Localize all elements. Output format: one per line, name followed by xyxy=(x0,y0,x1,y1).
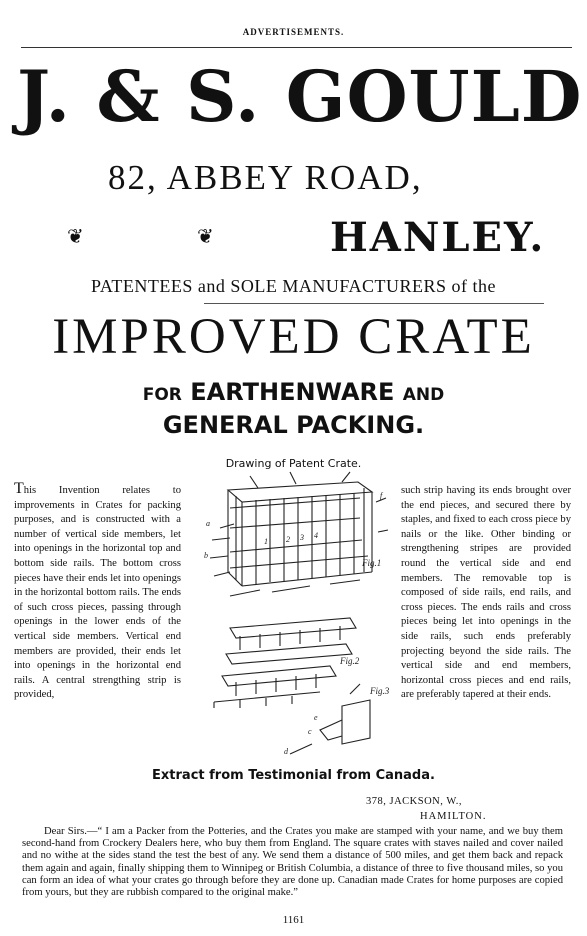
figure-letter: a xyxy=(206,519,210,528)
testimonial-address-city: HAMILTON. xyxy=(420,811,487,822)
leaf-ornament-icon: ❦ xyxy=(67,226,84,248)
figure-label-group xyxy=(204,491,390,756)
drop-cap: T xyxy=(14,480,24,497)
figure-numeral: 2 xyxy=(286,535,290,544)
page-number: 1161 xyxy=(282,914,305,926)
leaf-ornament-icon: ❦ xyxy=(197,226,214,248)
purpose-line xyxy=(0,378,587,406)
testimonial-address-street: 378, JACKSON, W., xyxy=(366,796,463,807)
firm-address: 82, ABBEY ROAD, xyxy=(108,158,423,197)
drawing-caption: Drawing of Patent Crate. xyxy=(225,457,362,470)
figure-letter: e xyxy=(314,713,318,722)
figure-1-label: Fig.1 xyxy=(362,558,382,568)
left-column-text: his Invention relates to improvements in Crates for packing purposes, and is constructed with a number of vertical side members, let into openings in the horizontal top and bottom side rails. The bottom cross pieces have their ends let into openings in the horizontal bottom rails. The ends of such cross pieces, passing through openings in the lower ends of the vertical side members. Vertical end members are provided, their ends let into openings in the horizontal end rails. A central strengthing strip is provided, xyxy=(14,485,181,701)
testimonial-letter: Dear Sirs.—“ I am a Packer from the Potteries, and the Crates you make are stamped with your name, and we buy them second-hand from Crockery Dealers here, who buy them from England. The square crates with staves nailed and cover nailed and no withe at the sides stand the test the best of any. We send them a distance of 500 miles, and get them back and repack them again and again, finally shipping them to Winnipeg or British Columbia, a distance of three to five thousand miles, so you can form an idea of what your crates go through before they are done up. Canadian made Crates for home purposes are copied from yours, but they are rubbish compared to the original make.” xyxy=(22,826,563,899)
description-left-column xyxy=(14,480,181,703)
description-right-column: such strip having its ends brought over the end pieces, and secured there by staples, and fixed to each cross piece by nails or the like. Other binding or strengthening stripes are provided round the vertical side and end members. The removable top is composed of side rails, end rails, and cross pieces. The ends rails and cross pieces being let into openings in the side rails, such ends preferably projecting beyond the side rails. The vertical side and end members, horizontal cross pieces and end rails, are preferably tapered at their ends. xyxy=(401,485,571,701)
general-packing-line: GENERAL PACKING. xyxy=(162,411,425,439)
firm-name: J. & S. GOULD xyxy=(17,55,583,138)
header-rule xyxy=(21,47,572,48)
patentees-rule xyxy=(204,303,544,304)
earthenware-word: EARTHENWARE xyxy=(190,378,395,406)
firm-town: HANLEY. xyxy=(330,214,546,261)
and-word: AND xyxy=(402,385,445,405)
figure-3-label: Fig.3 xyxy=(370,686,390,696)
running-head: ADVERTISEMENTS. xyxy=(242,27,345,37)
testimonial-heading: Extract from Testimonial from Canada. xyxy=(152,768,435,783)
figure-letter: b xyxy=(204,551,208,560)
for-word: FOR xyxy=(142,385,182,405)
patentees-line: PATENTEES and SOLE MANUFACTURERS of the xyxy=(90,276,496,296)
figure-letter: d xyxy=(284,747,288,756)
product-title: IMPROVED CRATE xyxy=(52,309,535,365)
crate-drawing-lines xyxy=(210,472,388,754)
patent-crate-drawing xyxy=(200,468,390,758)
figure-letter: f xyxy=(380,491,383,500)
figure-numeral: 3 xyxy=(300,533,304,542)
figure-numeral: 4 xyxy=(314,531,318,540)
figure-2-label: Fig.2 xyxy=(340,656,360,666)
figure-numeral: 1 xyxy=(264,537,268,546)
figure-letter: c xyxy=(308,727,312,736)
